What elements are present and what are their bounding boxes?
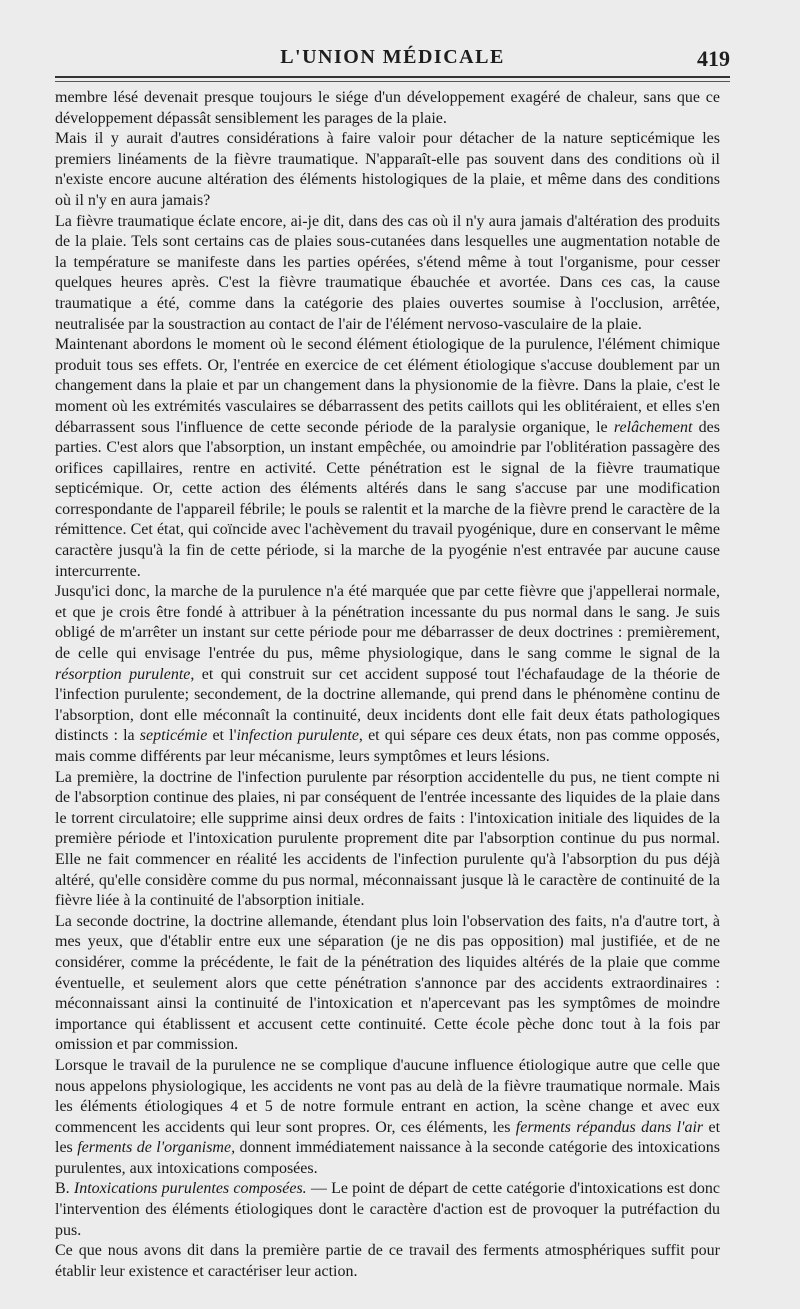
text-run: Lorsque le travail de la purulence ne se complique d'aucune influence étiologique autre que celle que nous appelons physiologique, les accidents ne vont pas au delà de la fièvre traumatique normale. Mais les éléments étiologiques 4 et 5 de notre formule entrant en action, la scène change et avec eux commencent les accidents qui leur sont propres. Or, ces éléments, les (55, 1056, 720, 1136)
paragraph (55, 129, 720, 211)
text-run: membre lésé devenait presque toujours le siége d'un développement exagéré de chaleur, sans que ce développement dépassât sensiblement les parages de la plaie. (55, 89, 720, 127)
paragraph (55, 912, 720, 1056)
text-run: Jusqu'ici donc, la marche de la purulence n'a été marquée que par cette fièvre que j'appellerai normale, et que je crois être fondé à attribuer à la pénétration incessante du pus normal dans le sang. Je suis obligé de m'arrêter un instant sur cette période pour me débarrasser de deux doctrines : premièrement, de celle qui envisage l'entrée du pus, même physiologique, dans le sang comme le signal de la (55, 583, 720, 663)
paragraph (55, 582, 720, 767)
text-run: La fièvre traumatique éclate encore, ai-je dit, dans des cas où il n'y aura jamais d'altération des produits de la plaie. Tels sont certains cas de plaies sous-cutanées dans lesquelles une augmentation notable de la température se manifeste dans les parties opérées, s'étend même à tout l'organisme, pour cesser quelques heures après. C'est la fièvre traumatique ébauchée et avortée. Dans ces cas, la cause traumatique a été, comme dans la catégorie des plaies ouvertes soumise à l'occlusion, arrêtée, neutralisée par la soustraction au contact de l'air de l'élément nervoso-vasculaire de la plaie. (55, 212, 720, 333)
page-header (55, 40, 730, 78)
italic-text: infection purulente (236, 727, 359, 745)
text-run: La seconde doctrine, la doctrine allemande, étendant plus loin l'observation des faits, n'a d'autre tort, à mes yeux, que d'établir entre eux une séparation (je ne dis pas opposition) mal justifiée, et de ne considérer, comme la précédente, le fait de la pénétration des liquides altérés de la plaie que comme éventuelle, et seulement alors que cette pénétration s'annonce par des accidents extraordinaires : méconnaissant ainsi la continuité de l'intoxication et n'apercevant pas les symptômes de moindre importance qui établissent et accusent cette continuité. Cette école pèche donc tout à la fois par omission et par commission. (55, 912, 720, 1054)
running-title: L'UNION MÉDICALE (280, 46, 505, 68)
italic-text: septicémie (139, 727, 208, 745)
header-rule (55, 76, 730, 78)
paragraph (55, 1179, 720, 1241)
italic-text: relâchement (613, 418, 693, 436)
paragraph (55, 212, 720, 336)
text-run: donnent immédiatement naissance à la seconde catégorie des intoxications purulentes, aux intoxications composées. (55, 1139, 721, 1177)
text-run: et les (55, 1118, 721, 1157)
paragraph (55, 1241, 720, 1282)
paragraph (55, 88, 720, 129)
text-run: et l' (207, 727, 237, 745)
text-run: Maintenant abordons le moment où le second élément étiologique de la purulence, l'élément chimique produit tous ses effets. Or, l'entrée en exercice de cet élément étiologique s'accuse doublement par un changement dans la plaie et par un changement dans la physionomie de la fièvre. Dans la plaie, c'est le moment où les extrémités vasculaires se débarrassent des petits caillots qui les oblitéraient, et elles s'en débarrassent sous l'influence de cette seconde période de la paralysie organique, le (55, 336, 720, 436)
paragraph (55, 768, 720, 912)
text-run: , et qui construit sur cet accident supposé tout l'échafaudage de la théorie de l'infection purulente; secondement, de la doctrine allemande, qui prend dans le phénomène continu de l'absorption, dont elle méconnaît la continuité, deux incidents dont elle fait deux états pathologiques distincts : la (55, 665, 720, 745)
page-number: 419 (697, 46, 730, 71)
italic-text: ferments de l'organisme, (77, 1139, 236, 1157)
paragraph (55, 335, 720, 582)
text-run: Mais il y aurait d'autres considérations à faire valoir pour détacher de la nature septicémique les premiers linéaments de la fièvre traumatique. N'apparaît-elle pas souvent dans des conditions où il n'existe encore aucune altération des éléments histologiques de la plaie, et même dans des conditions où il n'y en aura jamais? (55, 130, 720, 209)
text-run: La première, la doctrine de l'infection purulente par résorption accidentelle du pus, ne tient compte ni de l'absorption continue des plaies, ni par conséquent de l'entrée incessante des liquides de la plaie dans le torrent circulatoire; elle supprime ainsi deux ordres de faits : l'intoxication initiale des liquides de la première période et l'intoxication purulente proprement dite par l'absorption continue du pus normal. Elle ne fait commencer en réalité les accidents de l'infection purulente qu'à l'absorption du pus déjà altéré, qu'elle considère comme du pus normal, méconnaissant jusque là le caractère de continuité de la fièvre liée à la continuité de l'absorption initiale. (55, 768, 720, 910)
paragraph (55, 1056, 720, 1180)
text-run: , et qui sépare ces deux états, non pas comme opposés, mais comme différents par leur mécanisme, leurs symptômes et leurs lésions. (55, 727, 721, 765)
text-run: des parties. C'est alors que l'absorption, un instant empêchée, ou amoindrie par l'oblitération passagère des orifices capillaires, rentre en activité. Cette pénétration est le signal de la fièvre traumatique septicémique. Or, cette action des éléments altérés dans le sang s'accuse par une modification correspondante de l'appareil fébrile; le pouls se ralentit et la marche de la fièvre prend le caractère de la rémittence. Cet état, qui coïncide avec l'achèvement du travail pyogénique, dure en conservant le même caractère jusqu'à la fin de cette période, si la marche de la pyogénie n'est entravée par aucune cause intercurrente. (55, 418, 721, 580)
header-rule-thin (55, 81, 730, 82)
text-run: — Le point de départ de cette catégorie d'intoxications est donc l'intervention des éléments étiologiques dont le caractère d'action est de provoquer la putréfaction du pus. (55, 1180, 720, 1239)
italic-text: résorption purulente (55, 665, 191, 683)
text-run: B. (55, 1180, 74, 1198)
text-run: Ce que nous avons dit dans la première partie de ce travail des ferments atmosphériques suffit pour établir leur existence et caractériser leur action. (55, 1242, 720, 1280)
italic-text: Intoxications purulentes composées. (73, 1180, 307, 1198)
italic-text: ferments répandus dans l'air (515, 1118, 704, 1136)
body-text (55, 88, 720, 1282)
